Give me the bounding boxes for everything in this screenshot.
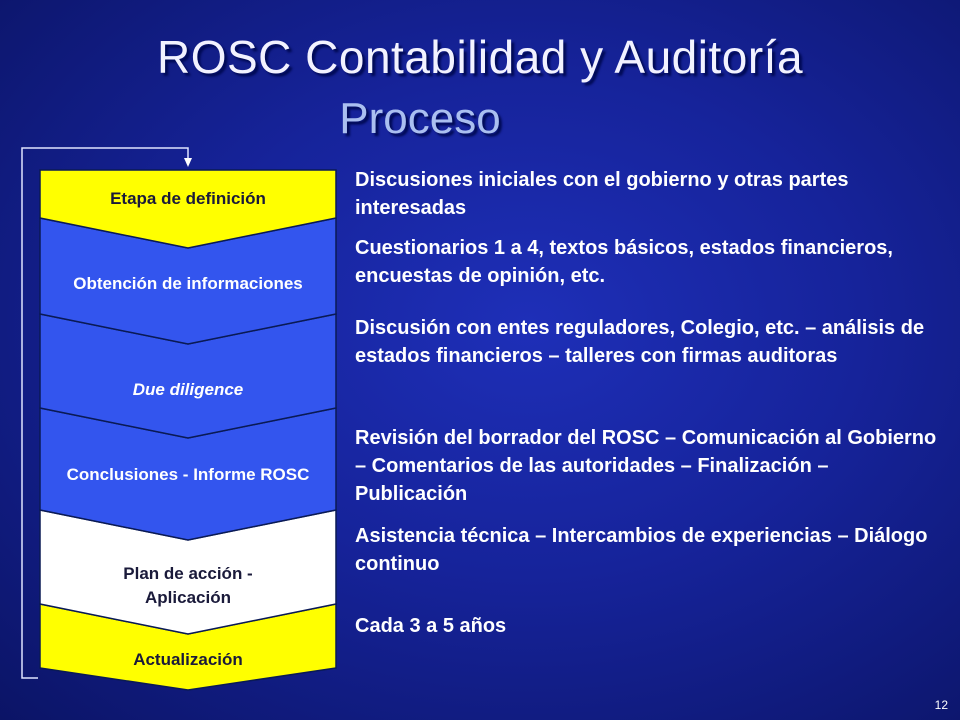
step-label-actualizacion: Actualización [133,650,243,669]
step-description-obtencion: Cuestionarios 1 a 4, textos básicos, estados financieros, encuestas de opinión, etc. [355,237,893,287]
step-description-etapa-definicion: Discusiones iniciales con el gobierno y otras partes interesadas [355,169,849,219]
page-number: 12 [934,698,948,712]
step-label-due-diligence: Due diligence [132,380,244,399]
step-label-obtencion: Obtención de informaciones [73,274,303,293]
step-description-plan-accion: Asistencia técnica – Intercambios de experiencias – Diálogo continuo [355,525,928,575]
subtitle-text: Proceso [339,94,501,143]
feedback-loop-arrowhead [184,158,192,167]
step-label-plan-accion: Plan de acción - Aplicación [123,564,253,607]
step-description-conclusiones: Revisión del borrador del ROSC – Comunicación al Gobierno – Comentarios de las autoridades – Finalización – Publicación [355,427,937,505]
slide-title: ROSC Contabilidad y Auditoría [156,31,804,83]
step-description-actualizacion: Cada 3 a 5 años [355,615,507,637]
step-label-conclusiones: Conclusiones - Informe ROSC [66,465,310,484]
step-description-due-diligence: Discusión con entes reguladores, Colegio, etc. – análisis de estados financieros – talleres con firmas auditoras [355,317,925,367]
step-label-etapa-definicion: Etapa de definición [110,189,266,208]
